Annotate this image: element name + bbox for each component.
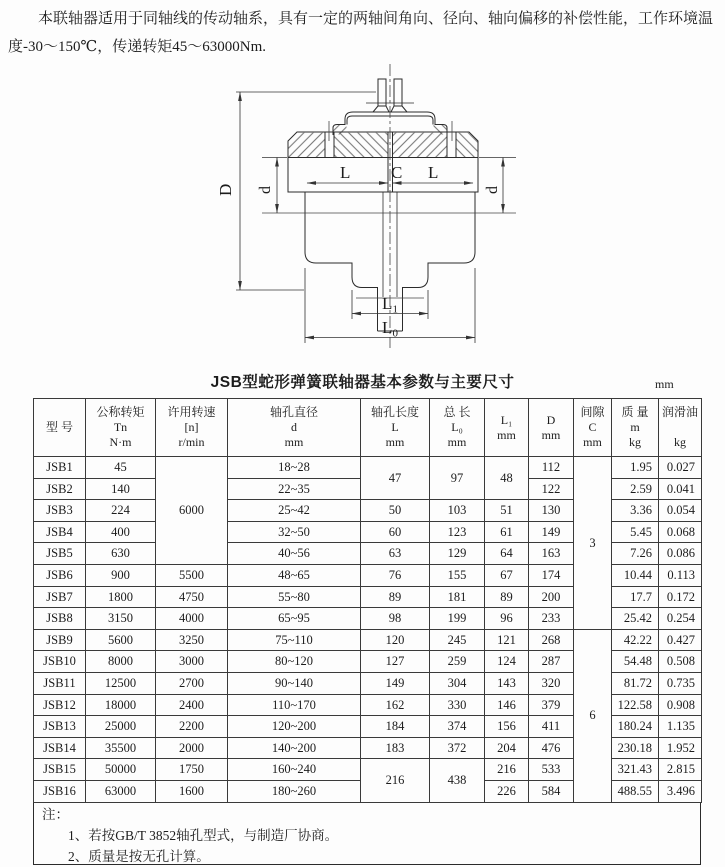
table-cell: 180~260 (228, 780, 361, 802)
table-cell: 0.735 (659, 672, 702, 694)
table-cell: 488.55 (612, 780, 659, 802)
table-cell: 304 (430, 672, 485, 694)
table-cell: 143 (485, 672, 529, 694)
table-cell: 64 (485, 543, 529, 565)
table-cell: 25~42 (228, 500, 361, 522)
table-cell: JSB10 (34, 651, 86, 673)
table-cell: 230.18 (612, 737, 659, 759)
table-cell: 81.72 (612, 672, 659, 694)
column-header: 许用转速 [n] r/min (156, 399, 228, 457)
dim-label-L-right: L (428, 163, 439, 182)
table-cell: 476 (529, 737, 574, 759)
table-cell: 1800 (86, 586, 156, 608)
table-cell: 162 (361, 694, 430, 716)
table-cell: 2400 (156, 694, 228, 716)
table-cell: 89 (485, 586, 529, 608)
dim-label-L-left: L (340, 163, 351, 182)
parameters-table (33, 398, 702, 803)
table-cell: 180.24 (612, 716, 659, 738)
table-cell: 900 (86, 564, 156, 586)
table-cell: 124 (485, 651, 529, 673)
table-cell: 40~56 (228, 543, 361, 565)
column-header: D mm (529, 399, 574, 457)
table-cell: 122 (529, 478, 574, 500)
table-cell: JSB6 (34, 564, 86, 586)
dim-label-C: C (391, 163, 403, 182)
table-cell: 112 (529, 457, 574, 479)
table-cell: 18~28 (228, 457, 361, 479)
table-cell: 63 (361, 543, 430, 565)
table-cell: 48~65 (228, 564, 361, 586)
table-cell: 438 (430, 759, 485, 802)
table-cell: 5500 (156, 564, 228, 586)
table-cell: 17.7 (612, 586, 659, 608)
table-cell: 50 (361, 500, 430, 522)
notes-list (42, 825, 692, 867)
notes-box (33, 803, 701, 865)
table-title: JSB型蛇形弹簧联轴器基本参数与主要尺寸 (210, 374, 515, 391)
table-cell: 97 (430, 457, 485, 500)
table-cell: 45 (86, 457, 156, 479)
table-cell: 204 (485, 737, 529, 759)
table-cell: JSB13 (34, 716, 86, 738)
table-cell: 3 (574, 457, 612, 630)
column-header: 公称转矩 Tn N·m (86, 399, 156, 457)
table-cell: JSB14 (34, 737, 86, 759)
table-cell: 0.068 (659, 521, 702, 543)
table-cell: 2700 (156, 672, 228, 694)
table-cell: 10.44 (612, 564, 659, 586)
table-cell: 3150 (86, 608, 156, 630)
table-cell: 55~80 (228, 586, 361, 608)
table-row (34, 457, 702, 479)
header-row (34, 399, 702, 457)
table-cell: 0.508 (659, 651, 702, 673)
table-cell: JSB3 (34, 500, 86, 522)
table-cell: JSB12 (34, 694, 86, 716)
table-cell: JSB8 (34, 608, 86, 630)
table-cell: 3000 (156, 651, 228, 673)
column-header: 型 号 (34, 399, 86, 457)
table-cell: 155 (430, 564, 485, 586)
table-cell: JSB11 (34, 672, 86, 694)
table-cell: 374 (430, 716, 485, 738)
table-cell: 0.908 (659, 694, 702, 716)
note-item: 1、若按GB/T 3852轴孔型式，与制造厂协商。 (68, 827, 339, 843)
table-cell: 200 (529, 586, 574, 608)
table-cell: 163 (529, 543, 574, 565)
table-cell: 379 (529, 694, 574, 716)
table-cell: 5.45 (612, 521, 659, 543)
table-cell: 259 (430, 651, 485, 673)
table-cell: 76 (361, 564, 430, 586)
table-cell: 156 (485, 716, 529, 738)
table-cell: 75~110 (228, 629, 361, 651)
table-cell: 122.58 (612, 694, 659, 716)
table-cell: 103 (430, 500, 485, 522)
column-header: 润滑油 kg (659, 399, 702, 457)
intro-paragraph: 本联轴器适用于同轴线的传动轴系，具有一定的两轴间角向、径向、轴向偏移的补偿性能，工作环境温度-30～150℃，传递转矩45～63000Nm. (8, 11, 714, 55)
table-cell: 25000 (86, 716, 156, 738)
table-cell: 4750 (156, 586, 228, 608)
table-cell: 96 (485, 608, 529, 630)
table-cell: JSB15 (34, 759, 86, 781)
notes-label: 注： (42, 806, 69, 822)
table-cell: 80~120 (228, 651, 361, 673)
table-row (34, 629, 702, 651)
table-cell: JSB7 (34, 586, 86, 608)
table-cell: 181 (430, 586, 485, 608)
table-cell: 5600 (86, 629, 156, 651)
table-cell: 121 (485, 629, 529, 651)
table-cell: 533 (529, 759, 574, 781)
table-cell: 160~240 (228, 759, 361, 781)
table-cell: 2.59 (612, 478, 659, 500)
table-cell: 216 (361, 759, 430, 802)
table-cell: 110~170 (228, 694, 361, 716)
table-block (33, 398, 701, 865)
table-cell: 48 (485, 457, 529, 500)
table-cell: 330 (430, 694, 485, 716)
table-cell: 51 (485, 500, 529, 522)
table-cell: 372 (430, 737, 485, 759)
table-cell: 199 (430, 608, 485, 630)
dimension-labels (216, 163, 501, 340)
table-cell: 0.254 (659, 608, 702, 630)
table-cell: 3.36 (612, 500, 659, 522)
table-cell: 123 (430, 521, 485, 543)
table-cell: 89 (361, 586, 430, 608)
table-cell: 216 (485, 759, 529, 781)
table-cell: 35500 (86, 737, 156, 759)
coupling-section-drawing (0, 0, 725, 355)
table-cell: 226 (485, 780, 529, 802)
table-cell: 0.041 (659, 478, 702, 500)
table-cell: 3250 (156, 629, 228, 651)
table-cell: 321.43 (612, 759, 659, 781)
table-cell: 0.172 (659, 586, 702, 608)
table-unit: mm (655, 377, 674, 391)
table-cell: 22~35 (228, 478, 361, 500)
column-header: 轴孔直径 d mm (228, 399, 361, 457)
table-cell: 140~200 (228, 737, 361, 759)
table-cell: 174 (529, 564, 574, 586)
dim-label-d-left: d (257, 186, 274, 194)
table-cell: 245 (430, 629, 485, 651)
dim-label-L1: $L_1$ (382, 294, 398, 316)
column-header: 质 量 m kg (612, 399, 659, 457)
table-cell: 183 (361, 737, 430, 759)
table-cell: 320 (529, 672, 574, 694)
table-cell: 400 (86, 521, 156, 543)
table-cell: JSB9 (34, 629, 86, 651)
table-cell: 7.26 (612, 543, 659, 565)
table-cell: 584 (529, 780, 574, 802)
table-cell: 25.42 (612, 608, 659, 630)
table-cell: 411 (529, 716, 574, 738)
table-cell: 146 (485, 694, 529, 716)
table-cell: 129 (430, 543, 485, 565)
table-cell: 1750 (156, 759, 228, 781)
table-cell: 1.135 (659, 716, 702, 738)
table-cell: 98 (361, 608, 430, 630)
dim-label-D: D (216, 183, 235, 196)
dim-label-L0: $L_0$ (382, 318, 398, 340)
table-cell: JSB5 (34, 543, 86, 565)
table-cell: JSB4 (34, 521, 86, 543)
table-cell: 12500 (86, 672, 156, 694)
table-cell: 65~95 (228, 608, 361, 630)
table-cell: 268 (529, 629, 574, 651)
table-cell: 6 (574, 629, 612, 802)
table-cell: 120 (361, 629, 430, 651)
table-cell: 630 (86, 543, 156, 565)
table-cell: 140 (86, 478, 156, 500)
table-cell: 1.95 (612, 457, 659, 479)
table-cell: 287 (529, 651, 574, 673)
column-header: 总 长 L₀ mm (430, 399, 485, 457)
table-cell: JSB16 (34, 780, 86, 802)
table-cell: 63000 (86, 780, 156, 802)
table-cell: 1.952 (659, 737, 702, 759)
table-cell: 4000 (156, 608, 228, 630)
table-cell: 42.22 (612, 629, 659, 651)
column-header: 轴孔长度 L mm (361, 399, 430, 457)
table-cell: 18000 (86, 694, 156, 716)
table-cell: 224 (86, 500, 156, 522)
table-cell: 50000 (86, 759, 156, 781)
table-cell: 0.054 (659, 500, 702, 522)
table-cell: 2000 (156, 737, 228, 759)
table-cell: 0.027 (659, 457, 702, 479)
table-cell: 8000 (86, 651, 156, 673)
table-cell: 149 (361, 672, 430, 694)
table-cell: 2200 (156, 716, 228, 738)
table-cell: 2.815 (659, 759, 702, 781)
dim-label-d-right: d (484, 186, 501, 194)
table-cell: 61 (485, 521, 529, 543)
table-cell: 233 (529, 608, 574, 630)
table-cell: 3.496 (659, 780, 702, 802)
table-cell: 60 (361, 521, 430, 543)
table-cell: 0.113 (659, 564, 702, 586)
table-cell: 130 (529, 500, 574, 522)
table-cell: 0.427 (659, 629, 702, 651)
table-cell: 6000 (156, 457, 228, 565)
column-header: 间隙 C mm (574, 399, 612, 457)
table-cell: 120~200 (228, 716, 361, 738)
column-header: L₁ mm (485, 399, 529, 457)
table-cell: JSB2 (34, 478, 86, 500)
table-cell: 67 (485, 564, 529, 586)
table-cell: JSB1 (34, 457, 86, 479)
table-cell: 1600 (156, 780, 228, 802)
table-cell: 54.48 (612, 651, 659, 673)
table-cell: 149 (529, 521, 574, 543)
table-cell: 184 (361, 716, 430, 738)
table-cell: 32~50 (228, 521, 361, 543)
dimension-lines (236, 92, 516, 343)
table-cell: 90~140 (228, 672, 361, 694)
table-cell: 127 (361, 651, 430, 673)
table-cell: 47 (361, 457, 430, 500)
table-cell: 0.086 (659, 543, 702, 565)
note-item: 2、质量是按无孔计算。 (68, 848, 210, 864)
